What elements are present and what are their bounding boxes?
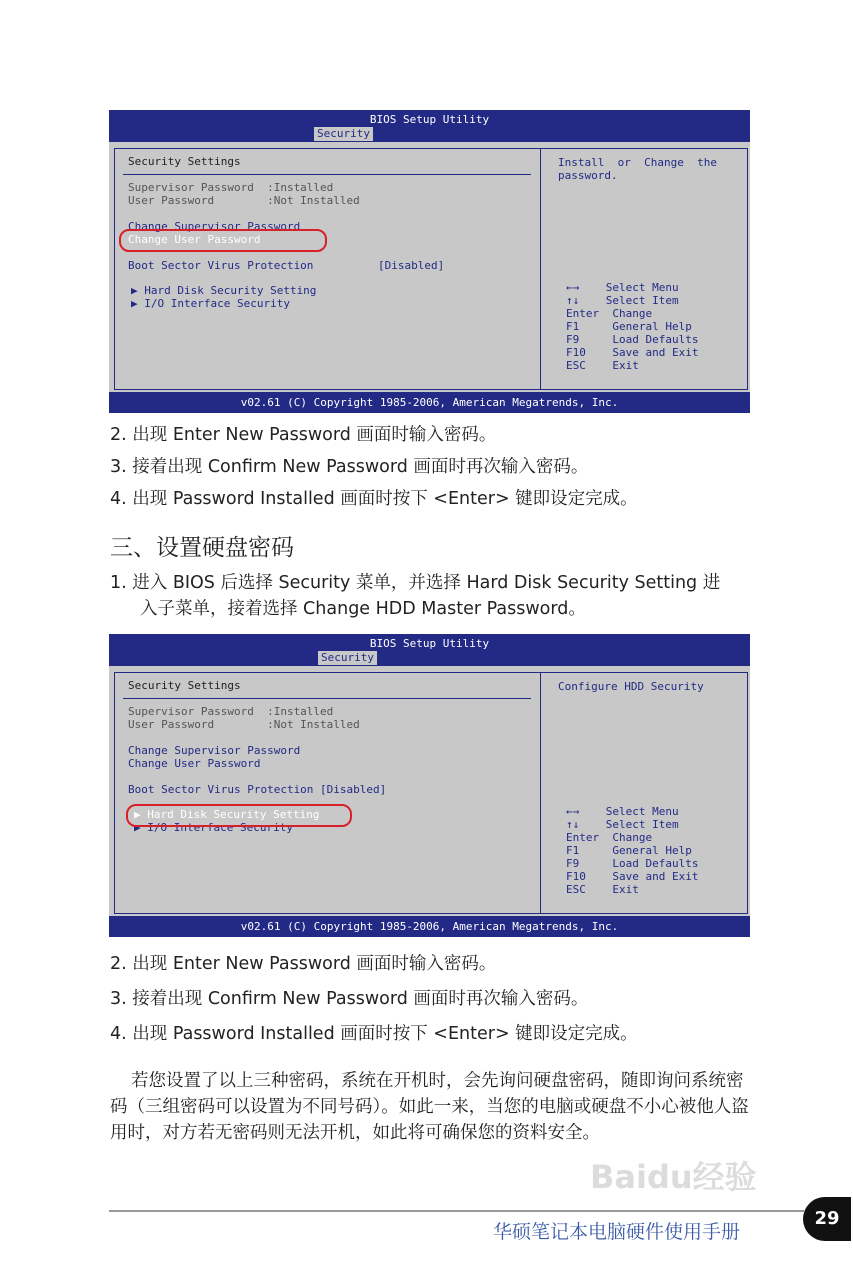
step-2: 2. 出现 Enter New Password 画面时输入密码。 [110, 425, 497, 445]
highlight-oval [126, 804, 352, 827]
key-legend: ←→ Select Menu ↑↓ Select Item Enter Change F1 General Help F9 Load Defaults F10 Save and Exit ESC Exit [566, 805, 699, 896]
help-text: Configure HDD Security [558, 680, 704, 693]
tab-security[interactable]: Security [318, 651, 377, 665]
step-2: 2. 出现 Enter New Password 画面时输入密码。 [110, 954, 497, 974]
section-title: Security Settings [128, 155, 241, 168]
boot-sector-value[interactable]: [Disabled] [378, 259, 445, 272]
section-heading: 三、设置硬盘密码 [110, 535, 294, 561]
hard-disk-security-setting-item[interactable]: ▶ Hard Disk Security Setting [134, 808, 320, 821]
closing-paragraph: 若您设置了以上三种密码，系统在开机时，会先询问硬盘密码，随即询问系统密码（三组密码可以设置为不同号码）。如此一来，当您的电脑或硬盘不小心被他人盗用时，对方若无密码则无法开机，如此将可确保您的资料安全。 [110, 1071, 749, 1143]
supervisor-password-status: Supervisor Password :Installed [128, 705, 334, 718]
bios-screen-1 [109, 110, 750, 413]
boot-sector-virus-protection-item[interactable]: Boot Sector Virus Protection [128, 259, 314, 272]
bios-screen-2 [109, 634, 750, 937]
intro-line-1: 1. 进入 BIOS 后选择 Security 菜单，并选择 Hard Disk Security Setting 进 [110, 573, 721, 593]
bios-header [109, 110, 750, 142]
footer-title: 华硕笔记本电脑硬件使用手册 [493, 1221, 741, 1243]
supervisor-password-status: Supervisor Password :Installed [128, 181, 334, 194]
change-supervisor-password-item[interactable]: Change Supervisor Password [128, 744, 301, 757]
change-user-password-item[interactable]: Change User Password [128, 233, 261, 246]
user-password-status: User Password :Not Installed [128, 718, 360, 731]
io-interface-security-item[interactable]: ▶ I/O Interface Security [134, 821, 293, 834]
footer-rule [109, 1210, 804, 1212]
bios-main-panel [114, 148, 541, 390]
bios-main-panel [114, 672, 541, 914]
page-number: 29 [803, 1197, 851, 1241]
watermark-logo: Baidu经验 [590, 1158, 757, 1196]
bios-title: BIOS Setup Utility [369, 637, 490, 650]
boot-sector-virus-protection-item[interactable]: Boot Sector Virus Protection [Disabled] [128, 783, 387, 796]
tab-security[interactable]: Security [314, 127, 373, 141]
step-4: 4. 出现 Password Installed 画面时按下 <Enter> 键即设定完成。 [110, 489, 638, 509]
change-user-password-item[interactable]: Change User Password [128, 757, 261, 770]
step-3: 3. 接着出现 Confirm New Password 画面时再次输入密码。 [110, 989, 589, 1009]
step-4: 4. 出现 Password Installed 画面时按下 <Enter> 键即设定完成。 [110, 1024, 638, 1044]
bios-header [109, 634, 750, 666]
hard-disk-security-setting-item[interactable]: ▶ Hard Disk Security Setting [131, 284, 317, 297]
bios-footer: v02.61 (C) Copyright 1985-2006, American Megatrends, Inc. [109, 392, 750, 413]
bios-help-panel [540, 148, 748, 390]
step-3: 3. 接着出现 Confirm New Password 画面时再次输入密码。 [110, 457, 589, 477]
io-interface-security-item[interactable]: ▶ I/O Interface Security [131, 297, 290, 310]
divider [123, 698, 531, 699]
bios-footer: v02.61 (C) Copyright 1985-2006, American Megatrends, Inc. [109, 916, 750, 937]
key-legend: ←→ Select Menu ↑↓ Select Item Enter Change F1 General Help F9 Load Defaults F10 Save and Exit ESC Exit [566, 281, 699, 372]
bios-title: BIOS Setup Utility [369, 113, 490, 126]
highlight-oval [119, 229, 327, 252]
change-supervisor-password-item[interactable]: Change Supervisor Password [128, 220, 301, 233]
section-title: Security Settings [128, 679, 241, 692]
divider [123, 174, 531, 175]
bios-help-panel [540, 672, 748, 914]
help-text: Install or Change the password. [558, 156, 717, 182]
intro-line-2: 入子菜单，接着选择 Change HDD Master Password。 [140, 599, 586, 619]
user-password-status: User Password :Not Installed [128, 194, 360, 207]
